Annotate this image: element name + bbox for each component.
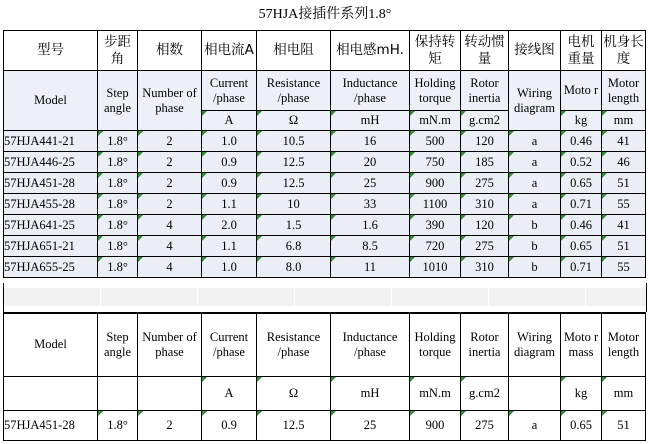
table2-header-cell: Moto r mass [561, 313, 602, 376]
en-header-cell: Inductance /phase [331, 71, 410, 111]
cn-header-cell: 保持转矩 [410, 31, 461, 71]
unit-cell: mN.m [410, 111, 461, 131]
table2-cell: a [509, 410, 561, 440]
table-cell: 16 [331, 131, 410, 152]
table2-unit-cell [4, 376, 98, 410]
table-cell: 51 [602, 173, 646, 194]
table-cell: 0.71 [561, 257, 602, 278]
table-cell: 1.8° [98, 194, 138, 215]
table-cell: 41 [602, 131, 646, 152]
table-cell: 390 [410, 215, 461, 236]
table-row [4, 131, 646, 152]
unit-cell: kg [561, 111, 602, 131]
table-cell: 41 [602, 215, 646, 236]
table2-unit-cell: g.cm2 [461, 376, 509, 410]
table-cell: 1010 [410, 257, 461, 278]
table-cell: b [509, 257, 561, 278]
table-cell: 0.65 [561, 173, 602, 194]
cn-header-cell: 电机重量 [561, 31, 602, 71]
table-cell: 2 [138, 173, 202, 194]
table-cell: 1.8° [98, 257, 138, 278]
table-separator [3, 283, 647, 312]
table2-header-cell: Number of phase [138, 313, 202, 376]
en-header-cell: Motor length [602, 71, 646, 111]
table2-header-cell: Step angle [98, 313, 138, 376]
en-header-cell: Step angle [98, 71, 138, 131]
en-header-cell: Holding torque [410, 71, 461, 111]
en-header-cell: Number of phase [138, 71, 202, 131]
table-cell: 1.8° [98, 131, 138, 152]
table-cell: 0.52 [561, 152, 602, 173]
table-cell: 0.46 [561, 215, 602, 236]
specs-table-2 [3, 312, 646, 441]
unit-cell: Ω [257, 111, 331, 131]
table-cell: 1.8° [98, 173, 138, 194]
table-cell: 0.71 [561, 194, 602, 215]
table-cell: 20 [331, 152, 410, 173]
cn-header-cell: 转动惯量 [461, 31, 509, 71]
table-cell: 8.0 [257, 257, 331, 278]
en-header-cell: Current /phase [202, 71, 257, 111]
table-cell: 2 [138, 152, 202, 173]
table2-unit-cell: kg [561, 376, 602, 410]
cn-header-cell: 型号 [4, 31, 98, 71]
table-cell: 185 [461, 152, 509, 173]
unit-cell: A [202, 111, 257, 131]
table-cell: 900 [410, 173, 461, 194]
table-cell: 0.9 [202, 152, 257, 173]
table-row [4, 215, 646, 236]
table2-unit-cell [98, 376, 138, 410]
table2-header-cell: Inductance /phase [331, 313, 410, 376]
table2-cell: 900 [410, 410, 461, 440]
table-cell: 275 [461, 236, 509, 257]
table2-unit-cell: mN.m [410, 376, 461, 410]
table-cell: b [509, 215, 561, 236]
table2-header-cell: Motor length [602, 313, 646, 376]
table-cell: 25 [331, 173, 410, 194]
unit-cell: mm [602, 111, 646, 131]
table2-cell: 0.65 [561, 410, 602, 440]
cn-header-cell: 相电感mH. [331, 31, 410, 71]
table-cell: 4 [138, 236, 202, 257]
table2-unit-cell: mm [602, 376, 646, 410]
table2-cell: 25 [331, 410, 410, 440]
table2-header-cell: Model [4, 313, 98, 376]
table-row [4, 236, 646, 257]
table-cell: 1.8° [98, 152, 138, 173]
table-cell: 2 [138, 194, 202, 215]
table-cell: 57HJA441-21 [4, 131, 98, 152]
cn-header-cell: 步距角 [98, 31, 138, 71]
table2-header-cell: Holding torque [410, 313, 461, 376]
cn-header-cell: 相电流A [202, 31, 257, 71]
en-header-cell: Resistance /phase [257, 71, 331, 111]
table-cell: 0.9 [202, 173, 257, 194]
table-cell: 120 [461, 131, 509, 152]
table-cell: 1.6 [331, 215, 410, 236]
table-cell: 46 [602, 152, 646, 173]
table-cell: 57HJA455-28 [4, 194, 98, 215]
en-header-cell: Rotor inertia [461, 71, 509, 111]
table-cell: 57HJA641-25 [4, 215, 98, 236]
table-row [4, 173, 646, 194]
table-cell: 4 [138, 257, 202, 278]
table2-header-row [4, 313, 646, 376]
table-cell: 12.5 [257, 152, 331, 173]
table-cell: 1.0 [202, 131, 257, 152]
table2-row [4, 410, 646, 440]
table2-cell: 0.9 [202, 410, 257, 440]
table-cell: 10 [257, 194, 331, 215]
table-cell: 310 [461, 194, 509, 215]
cn-header-cell: 接线图 [509, 31, 561, 71]
table-cell: 33 [331, 194, 410, 215]
table2-cell: 2 [138, 410, 202, 440]
table-cell: 720 [410, 236, 461, 257]
table-cell: 11 [331, 257, 410, 278]
table-cell: a [509, 194, 561, 215]
table-cell: 57HJA446-25 [4, 152, 98, 173]
table-cell: 0.46 [561, 131, 602, 152]
table2-unit-cell [509, 376, 561, 410]
table-cell: 12.5 [257, 173, 331, 194]
cn-header-cell: 相电阻 [257, 31, 331, 71]
english-header-row [4, 71, 646, 111]
table-cell: 310 [461, 257, 509, 278]
table2-unit-cell: A [202, 376, 257, 410]
table-cell: 51 [602, 236, 646, 257]
table-cell: 2 [138, 131, 202, 152]
table-cell: 0.65 [561, 236, 602, 257]
table-cell: 1100 [410, 194, 461, 215]
table-cell: 8.5 [331, 236, 410, 257]
table2-header-cell: Resistance /phase [257, 313, 331, 376]
table-cell: 750 [410, 152, 461, 173]
table2-cell: 275 [461, 410, 509, 440]
table-cell: 1.0 [202, 257, 257, 278]
page-title: 57HJA接插件系列1.8° [258, 7, 392, 22]
table-cell: a [509, 152, 561, 173]
table-cell: 10.5 [257, 131, 331, 152]
table-cell: 1.8° [98, 236, 138, 257]
unit-cell: mH [331, 111, 410, 131]
table-cell: 57HJA451-28 [4, 173, 98, 194]
table-cell: 1.8° [98, 215, 138, 236]
table-cell: 1.1 [202, 236, 257, 257]
table-cell: 275 [461, 173, 509, 194]
specs-table [3, 30, 646, 278]
table-cell: 500 [410, 131, 461, 152]
table2-header-cell: Current /phase [202, 313, 257, 376]
table2-cell: 12.5 [257, 410, 331, 440]
table2-header-cell: Rotor inertia [461, 313, 509, 376]
table-cell: 120 [461, 215, 509, 236]
table-cell: 55 [602, 194, 646, 215]
table2-cell: 1.8° [98, 410, 138, 440]
table-cell: 57HJA655-25 [4, 257, 98, 278]
table-cell: 6.8 [257, 236, 331, 257]
table2-unit-cell: Ω [257, 376, 331, 410]
table-cell: 2.0 [202, 215, 257, 236]
en-header-cell: Wiring diagram [509, 71, 561, 131]
table-cell: 1.1 [202, 194, 257, 215]
cn-header-cell: 机身长度 [602, 31, 646, 71]
table-cell: 57HJA651-21 [4, 236, 98, 257]
table-row [4, 152, 646, 173]
en-header-cell: Model [4, 71, 98, 131]
table-cell: 4 [138, 215, 202, 236]
table-row [4, 257, 646, 278]
cn-header-cell: 相数 [138, 31, 202, 71]
table-cell: a [509, 173, 561, 194]
table-row [4, 194, 646, 215]
table2-cell: 57HJA451-28 [4, 410, 98, 440]
table-cell: a [509, 131, 561, 152]
table-cell: b [509, 236, 561, 257]
en-header-cell: Moto r [561, 71, 602, 111]
table-cell: 55 [602, 257, 646, 278]
chinese-header-row [4, 31, 646, 71]
table2-unit-cell: mH [331, 376, 410, 410]
unit-cell: g.cm2 [461, 111, 509, 131]
table2-header-cell: Wiring diagram [509, 313, 561, 376]
table-cell: 1.5 [257, 215, 331, 236]
table2-unit-row [4, 376, 646, 410]
table2-unit-cell [138, 376, 202, 410]
table2-cell: 51 [602, 410, 646, 440]
